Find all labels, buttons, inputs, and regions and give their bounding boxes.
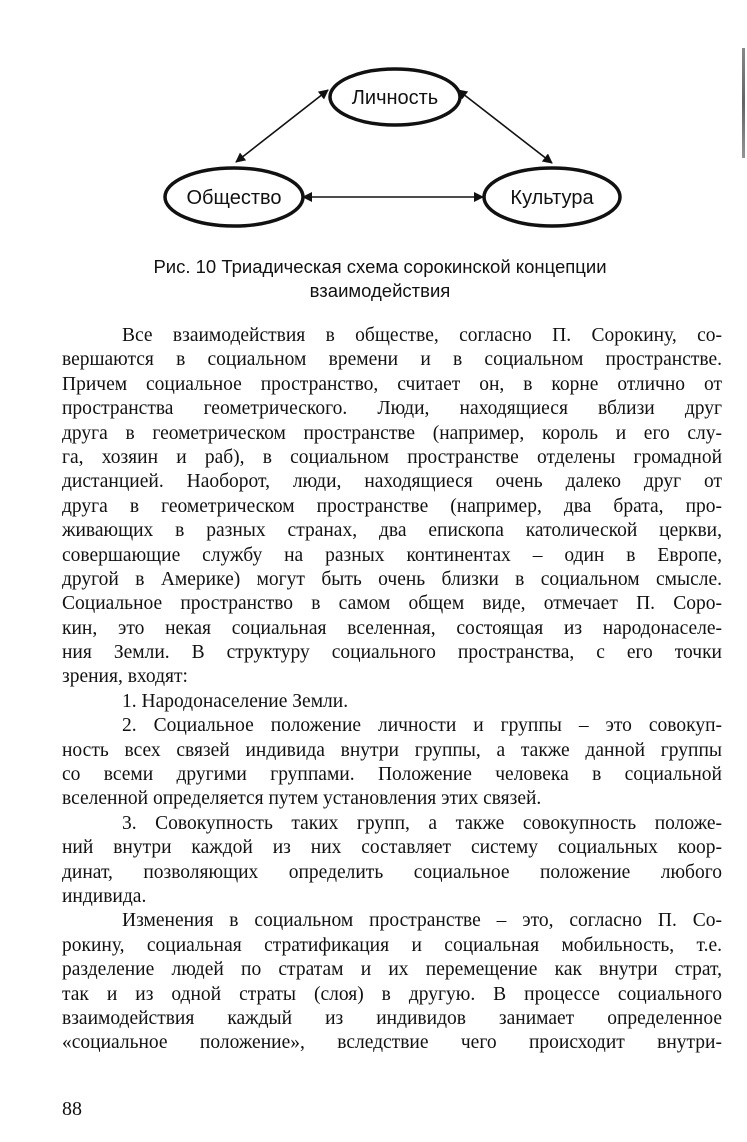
node-personality-label: Личность	[351, 87, 439, 109]
text-line: так и из одной страты (слоя) в другую. В процессе социального	[62, 983, 722, 1005]
triadic-diagram	[150, 60, 640, 240]
text-line: ний внутри каждой из них составляет систему социальных коор-	[62, 837, 722, 859]
text-line: другой в Америке) могут быть очень близки в социальном смысле.	[62, 568, 722, 590]
caption-line-2: взаимодействия	[309, 280, 451, 301]
text-line: вершаются в социальном времени и в социальном пространстве.	[62, 349, 722, 371]
text-line: кин, это некая социальная вселенная, состоящая из народонаселе-	[62, 617, 722, 639]
node-culture-label: Культура	[510, 187, 594, 209]
text-line: со всеми другими группами. Положение человека в социальной	[62, 764, 722, 786]
arrow-personality-culture	[458, 90, 552, 163]
text-line: вселенной определяется путем установления этих связей.	[62, 788, 542, 810]
text-line: индивида.	[62, 885, 147, 907]
arrow-society-personality	[236, 90, 328, 162]
scan-edge-shadow	[742, 48, 745, 158]
text-line: друга в геометрическом пространстве (например, король и его слу-	[62, 422, 722, 444]
text-line: ния Земли. В структуру социального пространства, с его точки	[62, 642, 722, 664]
text-line: га, хозяин и раб), в социальном пространстве отделены громадной	[62, 446, 722, 468]
text-line: Причем социальное пространство, считает он, в корне отлично от	[62, 373, 722, 395]
text-line: ность всех связей индивида внутри группы, а также данной группы	[62, 739, 722, 761]
text-line: друга в геометрическом пространстве (например, два брата, про-	[62, 495, 722, 517]
list-item: 2. Социальное положение личности и группы – это совокуп-	[122, 715, 722, 737]
text-line: взаимодействия каждый из индивидов занимает определенное	[62, 1007, 722, 1029]
text-line: динат, позволяющих определить социальное положение любого	[62, 861, 722, 883]
text-line: совершающие службу на разных континентах – один в Европе,	[62, 544, 722, 566]
page-number: 88	[62, 1098, 82, 1120]
text-line: Социальное пространство в самом общем виде, отмечает П. Соро-	[62, 593, 722, 615]
node-culture	[484, 168, 620, 226]
text-line: живающих в разных странах, два епископа католической церкви,	[62, 520, 722, 542]
text-line: дистанцией. Наоборот, люди, находящиеся очень далеко друг от	[62, 471, 722, 493]
caption-line-1: Рис. 10 Триадическая схема сорокинской концепции	[153, 256, 607, 277]
node-society-label: Общество	[186, 187, 282, 209]
text-line: Все взаимодействия в обществе, согласно П. Сорокину, со-	[122, 325, 722, 346]
text-line: рокину, социальная стратификация и социальная мобильность, т.е.	[62, 934, 722, 956]
text-line: «социальное положение», вследствие чего происходит внутри-	[62, 1032, 722, 1054]
node-society	[165, 168, 303, 226]
figure-caption	[100, 255, 660, 303]
list-item: 3. Совокупность таких групп, а также совокупность положе-	[122, 812, 722, 834]
node-personality	[330, 69, 460, 125]
text-line: зрения, входят:	[62, 666, 188, 688]
body-text	[62, 324, 722, 1056]
list-item: 1. Народонаселение Земли.	[122, 690, 349, 712]
text-line: Изменения в социальном пространстве – это, согласно П. Со-	[122, 910, 722, 932]
text-line: пространства геометрического. Люди, находящиеся вблизи друг	[62, 398, 722, 420]
text-line: разделение людей по стратам и их перемещение как внутри страт,	[62, 959, 722, 981]
